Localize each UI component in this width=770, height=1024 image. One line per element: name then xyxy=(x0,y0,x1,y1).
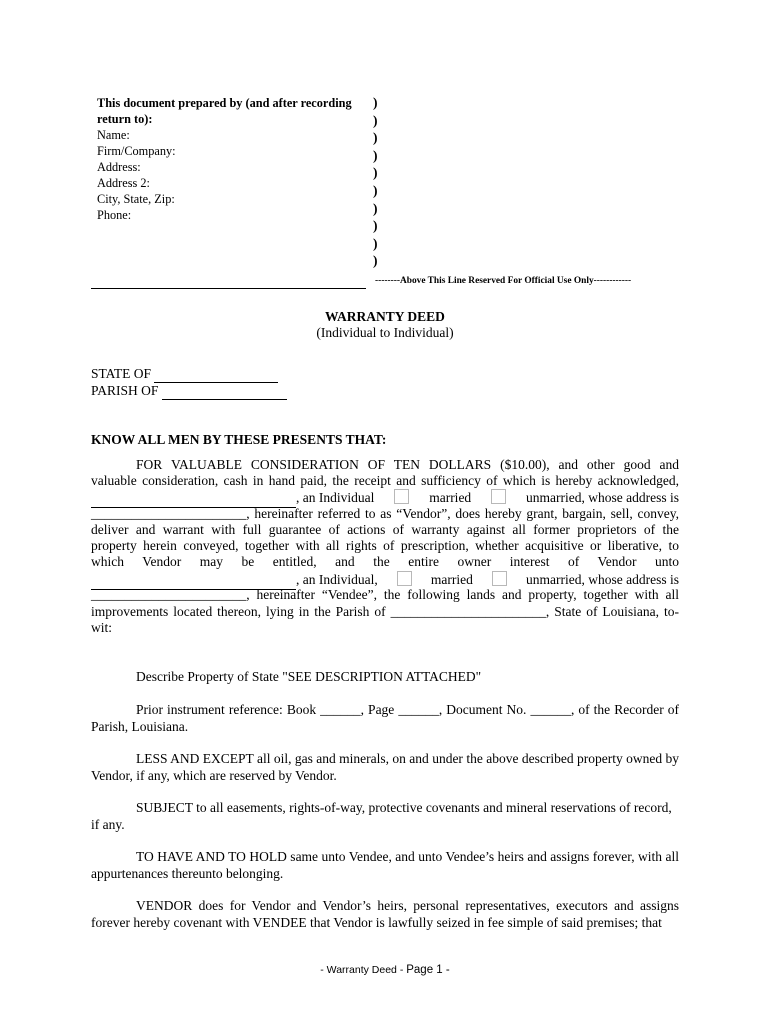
consideration-line-1: FOR VALUABLE CONSIDERATION OF TEN DOLLARS ($10.00), and other good and xyxy=(136,457,679,472)
state-label: STATE OF xyxy=(91,366,152,381)
consideration-line-5: deliver and warrant with full guarantee of actions of warranty against all former proprietors of the xyxy=(91,522,679,537)
know-all-heading: KNOW ALL MEN BY THESE PRESENTS THAT: xyxy=(91,432,387,447)
state-blank[interactable] xyxy=(154,366,278,383)
subject-to: SUBJECT to all easements, rights-of-way, protective covenants and mineral reservations of record, if any. xyxy=(91,800,672,832)
parish-line xyxy=(91,383,287,400)
field-address: Address: xyxy=(97,160,141,174)
field-name: Name: xyxy=(97,128,130,142)
vendor-married-checkbox[interactable] xyxy=(394,489,409,504)
parenthesis-column: ) ) ) ) ) ) ) ) ) ) xyxy=(373,95,378,269)
vendor-name-blank[interactable] xyxy=(91,490,296,508)
consideration-line-7: which Vendor may be entitled, and the entire owner interest of Vendor unto xyxy=(91,554,679,569)
vendor-covenant: VENDOR does for Vendor and Vendor’s heirs, personal representatives, executors and assigns forever hereby covenant with VENDEE that Vendor is lawfully seized in fee simple of said premises; that xyxy=(91,898,679,930)
footer-page-number: Page 1 - xyxy=(406,964,450,976)
consideration-line-2: valuable consideration, cash in hand paid, the receipt and sufficiency of which is hereby acknowledged, xyxy=(91,473,679,488)
consideration-line-10: improvements located thereon, lying in the Parish of _______________________, State of Louisiana, to- xyxy=(91,604,679,619)
an-individual-text-2: , an Individual, xyxy=(296,572,378,587)
consideration-line-4: _______________________, hereinafter referred to as “Vendor”, does hereby grant, bargain, sell, convey, xyxy=(91,506,679,521)
field-address2: Address 2: xyxy=(97,176,150,190)
married-text: married xyxy=(429,490,472,505)
preparer-block xyxy=(97,95,372,223)
preparer-rule xyxy=(91,288,366,289)
consideration-line-9: _______________________, hereinafter “Vendee”, the following lands and property, together with all xyxy=(91,587,679,602)
unmarried-text-2: unmarried, whose address is xyxy=(526,572,679,587)
unmarried-text: unmarried, whose address is xyxy=(526,490,679,505)
consideration-line-3 xyxy=(91,489,679,508)
page-footer xyxy=(0,964,770,976)
page-subtitle: (Individual to Individual) xyxy=(316,325,454,340)
vendee-married-checkbox[interactable] xyxy=(397,571,412,586)
state-line xyxy=(91,366,278,383)
field-firm: Firm/Company: xyxy=(97,144,176,158)
consideration-line-11: wit: xyxy=(91,620,113,635)
preparer-heading: This document prepared by (and after recording return to): xyxy=(97,96,352,126)
field-phone: Phone: xyxy=(97,208,132,222)
vendee-unmarried-checkbox[interactable] xyxy=(492,571,507,586)
parish-blank[interactable] xyxy=(162,383,287,400)
describe-property: Describe Property of State "SEE DESCRIPTION ATTACHED" xyxy=(136,669,482,684)
prior-instrument: Prior instrument reference: Book ______, Page ______, Document No. ______, of the Recorder of Parish, Louisiana. xyxy=(91,702,679,734)
official-use-line: --------Above This Line Reserved For Official Use Only------------ xyxy=(375,276,632,286)
page-title: WARRANTY DEED xyxy=(325,309,445,324)
vendor-unmarried-checkbox[interactable] xyxy=(491,489,506,504)
parish-label: PARISH OF xyxy=(91,383,159,398)
field-city-state-zip: City, State, Zip: xyxy=(97,192,175,206)
to-have-and-hold: TO HAVE AND TO HOLD same unto Vendee, and unto Vendee’s heirs and assigns forever, with all appurtenances thereunto belonging. xyxy=(91,849,679,881)
less-and-except: LESS AND EXCEPT all oil, gas and minerals, on and under the above described property owned by Vendor, if any, which are reserved by Vendor. xyxy=(91,751,679,783)
an-individual-text: , an Individual xyxy=(296,490,375,505)
consideration-line-6: property herein conveyed, together with all rights of prescription, whether acquisitive or liberative, to xyxy=(91,538,679,553)
footer-doc-name: - Warranty Deed - xyxy=(320,964,407,976)
married-text-2: married xyxy=(430,572,473,587)
